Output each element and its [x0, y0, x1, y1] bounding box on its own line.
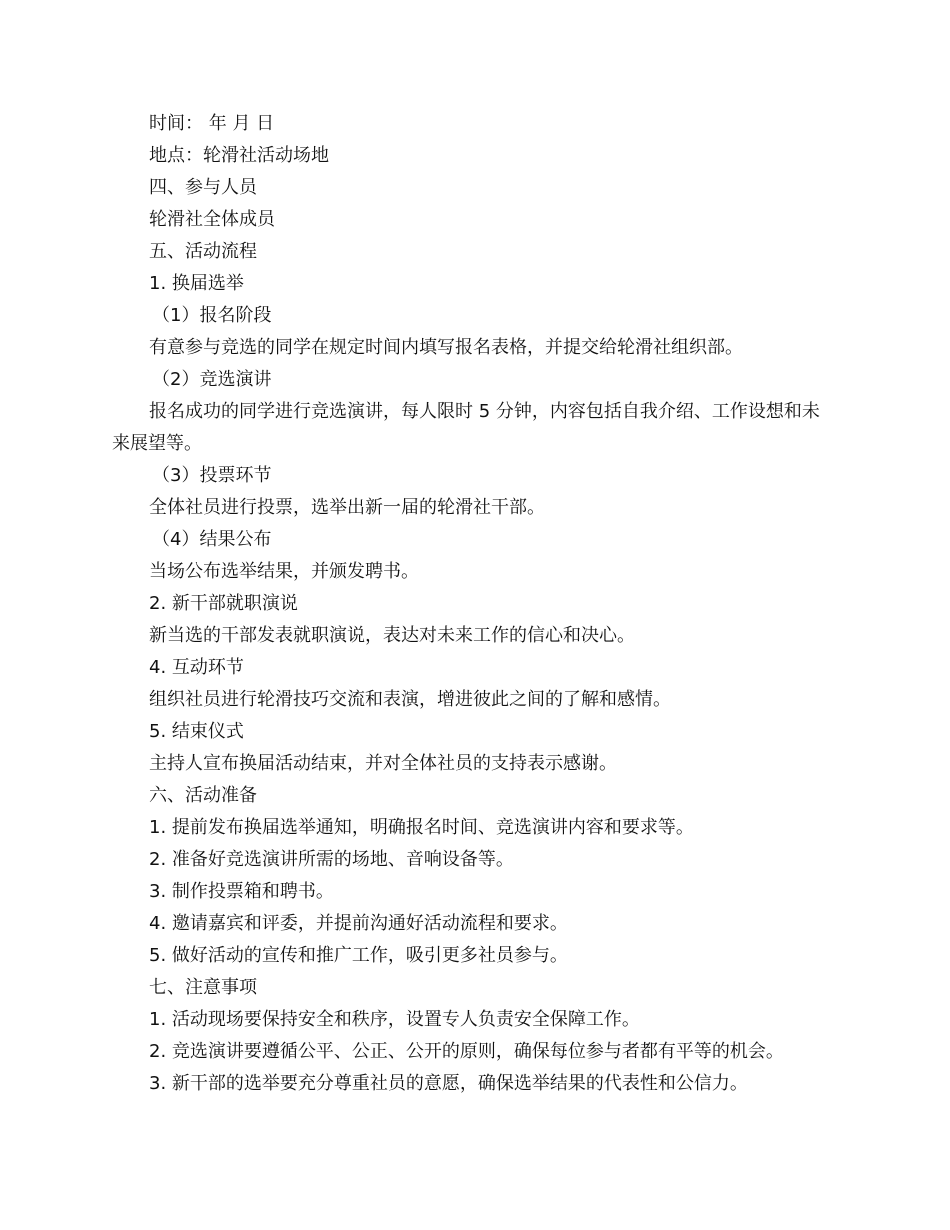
subitem-registration: （1）报名阶段 — [152, 305, 272, 326]
inaugural-speech-text: 新当选的干部发表就职演说，表达对未来工作的信心和决心。 — [149, 625, 635, 646]
interaction-text: 组织社员进行轮滑技巧交流和表演，增进彼此之间的了解和感情。 — [149, 689, 671, 710]
subitem-voting: （3）投票环节 — [152, 465, 272, 486]
registration-text: 有意参与竞选的同学在规定时间内填写报名表格，并提交给轮滑社组织部。 — [149, 337, 743, 358]
time-line: 时间： 年 月 日 — [149, 113, 275, 134]
preparation-item-5: 5. 做好活动的宣传和推广工作，吸引更多社员参与。 — [149, 945, 568, 966]
section-heading-process: 五、活动流程 — [149, 241, 257, 262]
process-item-election: 1. 换届选举 — [149, 273, 244, 294]
preparation-item-4: 4. 邀请嘉宾和评委，并提前沟通好活动流程和要求。 — [149, 913, 568, 934]
voting-text: 全体社员进行投票，选举出新一届的轮滑社干部。 — [149, 497, 545, 518]
document-body — [112, 108, 832, 1100]
notes-item-3: 3. 新干部的选举要充分尊重社员的意愿，确保选举结果的代表性和公信力。 — [149, 1073, 748, 1094]
section-heading-notes: 七、注意事项 — [149, 977, 257, 998]
participants-text: 轮滑社全体成员 — [149, 209, 275, 230]
results-text: 当场公布选举结果，并颁发聘书。 — [149, 561, 419, 582]
notes-item-2: 2. 竞选演讲要遵循公平、公正、公开的原则，确保每位参与者都有平等的机会。 — [149, 1041, 784, 1062]
section-heading-participants: 四、参与人员 — [149, 177, 257, 198]
location-line: 地点：轮滑社活动场地 — [149, 145, 329, 166]
preparation-item-3: 3. 制作投票箱和聘书。 — [149, 881, 334, 902]
preparation-item-2: 2. 准备好竞选演讲所需的场地、音响设备等。 — [149, 849, 514, 870]
subitem-campaign-speech: （2）竞选演讲 — [152, 369, 272, 390]
campaign-speech-text: 报名成功的同学进行竞选演讲，每人限时 5 分钟，内容包括自我介绍、工作设想和未来展望等。 — [112, 401, 820, 454]
process-item-interaction: 4. 互动环节 — [149, 657, 244, 678]
subitem-results: （4）结果公布 — [152, 529, 272, 550]
process-item-inaugural-speech: 2. 新干部就职演说 — [149, 593, 298, 614]
section-heading-preparation: 六、活动准备 — [149, 785, 257, 806]
preparation-item-1: 1. 提前发布换届选举通知，明确报名时间、竞选演讲内容和要求等。 — [149, 817, 694, 838]
closing-text: 主持人宣布换届活动结束，并对全体社员的支持表示感谢。 — [149, 753, 617, 774]
process-item-closing: 5. 结束仪式 — [149, 721, 244, 742]
notes-item-1: 1. 活动现场要保持安全和秩序，设置专人负责安全保障工作。 — [149, 1009, 640, 1030]
